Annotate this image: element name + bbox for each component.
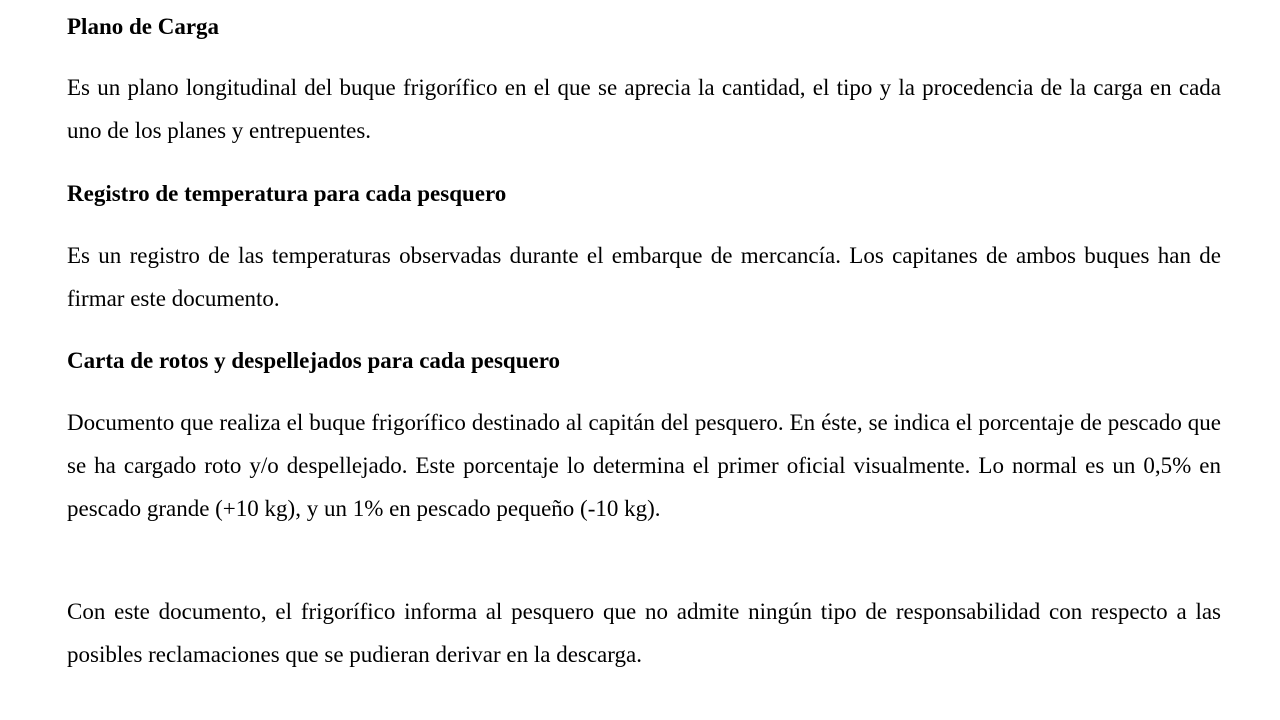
section-heading-plano-de-carga: Plano de Carga: [67, 14, 220, 39]
paragraph-plano-de-carga: Es un plano longitudinal del buque frigorífico en el que se aprecia la cantidad, el tipo y la procedencia de la carga en cada uno de los planes y entrepuentes.: [67, 75, 1221, 143]
section-heading-registro-temperatura: Registro de temperatura para cada pesquero: [67, 181, 507, 206]
paragraph-registro-temperatura: Es un registro de las temperaturas observadas durante el embarque de mercancía. Los capitanes de ambos buques han de firmar este documento.: [67, 243, 1221, 311]
paragraph-carta-rotos-1: Documento que realiza el buque frigorífico destinado al capitán del pesquero. En éste, se indica el porcentaje de pescado que se ha cargado roto y/o despellejado. Este porcentaje lo determina el primer oficial visualmente. Lo normal es un 0,5% en pescado grande (+10 kg), y un 1% en pescado pequeño (-10 kg).: [67, 410, 1221, 521]
section-heading-carta-rotos: Carta de rotos y despellejados para cada pesquero: [67, 348, 561, 373]
paragraph-carta-rotos-2: Con este documento, el frigorífico informa al pesquero que no admite ningún tipo de responsabilidad con respecto a las posibles reclamaciones que se pudieran derivar en la descarga.: [67, 599, 1221, 667]
